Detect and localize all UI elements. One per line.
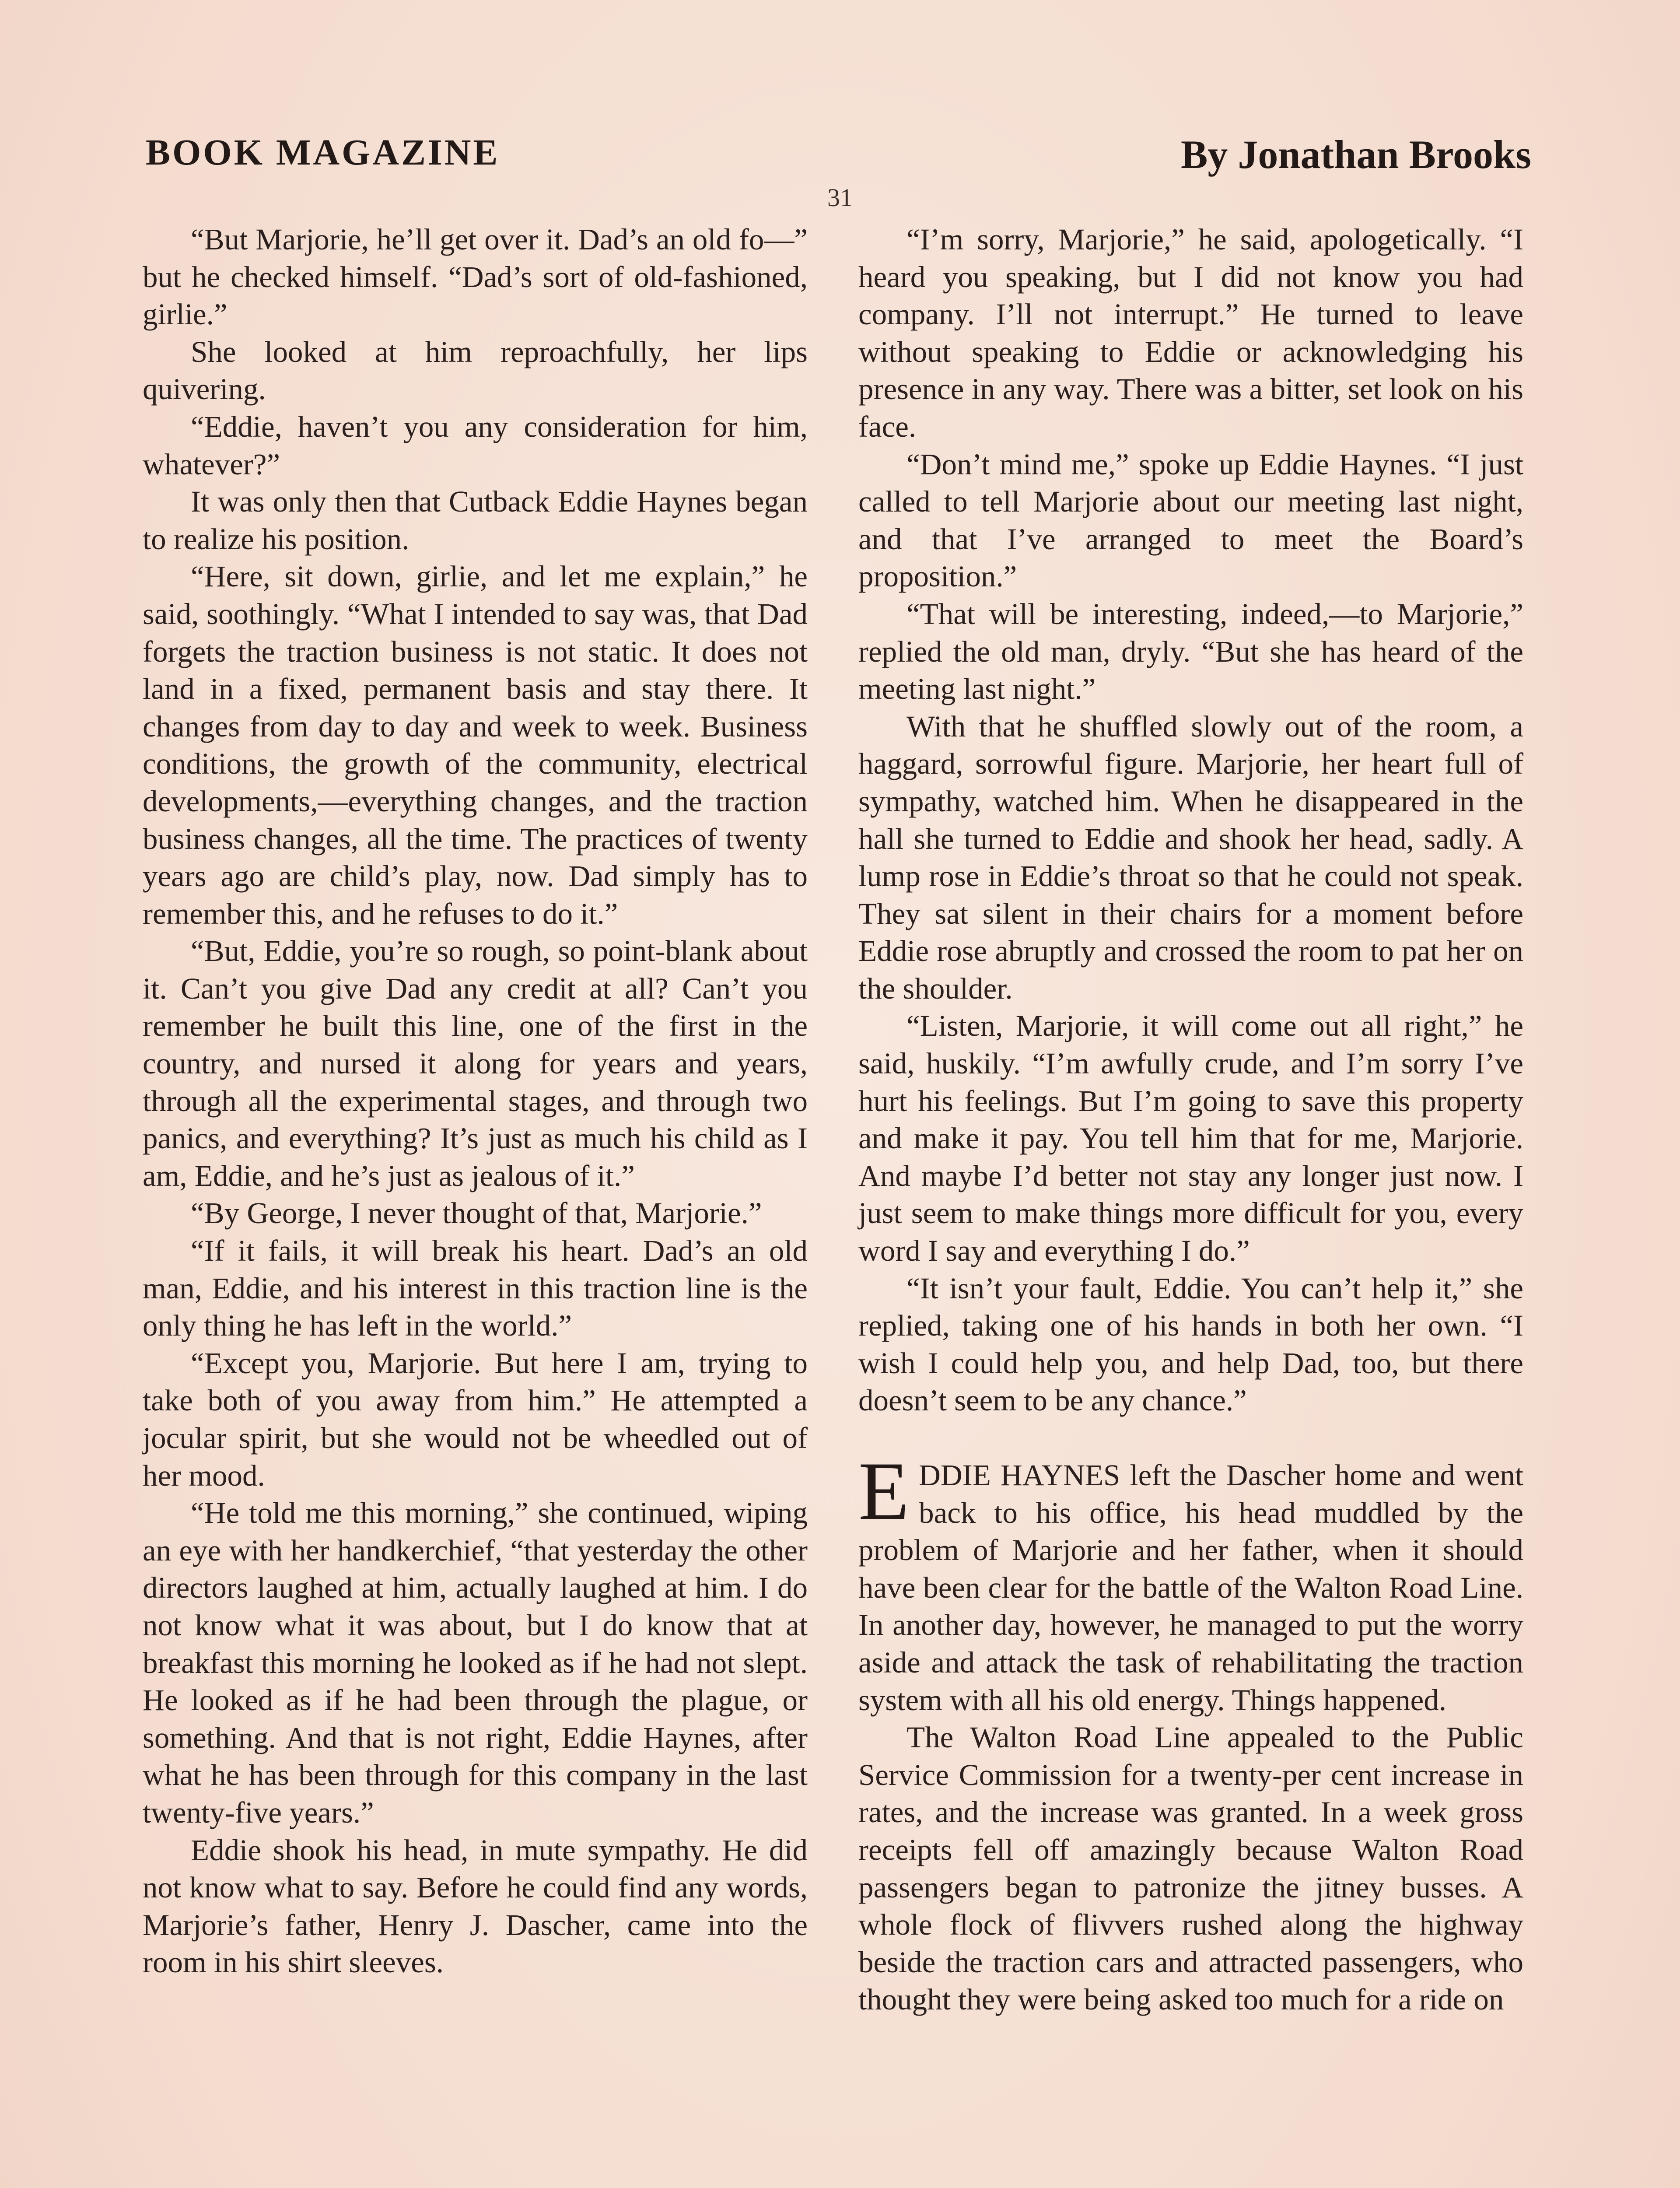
left-column (143, 221, 808, 1981)
paragraph: “Eddie, haven’t you any consideration for him, whatever?” (143, 410, 808, 481)
section-start-paragraph (858, 1445, 1523, 1719)
paragraph: “If it fails, it will break his heart. Dad’s an old man, Eddie, and his interest in this traction line is the only thing he has left in the world.” (143, 1234, 808, 1343)
paragraph: She looked at him reproachfully, her lips quivering. (143, 335, 808, 406)
paragraph: Eddie shook his head, in mute sympathy. He did not know what to say. Before he could find any words, Marjorie’s father, Henry J. Dascher, came into the room in his shirt sleeves. (143, 1833, 808, 1979)
paragraph: “He told me this morning,” she continued, wiping an eye with her handkerchief, “that yesterday the other directors laughed at him, actually laughed at him. I do not know what it was about, but I do know that at breakfast this morning he looked as if he had not slept. He looked as if he had been through the plague, or something. And that is not right, Eddie Haynes, after what he has been through for this company in the last twenty-five years.” (143, 1496, 808, 1829)
paragraph: “But, Eddie, you’re so rough, so point-blank about it. Can’t you give Dad any credit at all? Can’t you remember he built this line, one of the first in the country, and nursed it along for years and years, through all the experimental stages, and through two panics, and everything? It’s just as much his child as I am, Eddie, and he’s just as jealous of it.” (143, 934, 808, 1192)
paragraph: “By George, I never thought of that, Marjorie.” (191, 1196, 762, 1230)
paragraph: “Except you, Marjorie. But here I am, trying to take both of you away from him.” He attempted a jocular spirit, but she would not be wheedled out of her mood. (143, 1346, 808, 1492)
paragraph: “Here, sit down, girlie, and let me explain,” he said, soothingly. “What I intended to say was, that Dad forgets the traction business is not static. It does not land in a fixed, permanent basis and stay there. It changes from day to day and week to week. Business conditions, the growth of the community, electrical developments,—everything changes, and the traction business changes, all the time. The practices of twenty years ago are child’s play, now. Dad simply has to remember this, and he refuses to do it.” (143, 560, 808, 930)
paragraph: “But Marjorie, he’ll get over it. Dad’s an old fo—” but he checked himself. “Dad’s sort of old-fashioned, girlie.” (143, 223, 808, 331)
author-byline: By Jonathan Brooks (1180, 132, 1531, 177)
paragraph: It was only then that Cutback Eddie Haynes began to realize his position. (143, 485, 808, 556)
paragraph: The Walton Road Line appealed to the Public Service Commission for a twenty-per cent increase in rates, and the increase was granted. In a week gross receipts fell off amazingly because Walton Road passengers began to patronize the jitney busses. A whole flock of flivvers rushed along the highway beside the traction cars and attracted passengers, who thought they were being asked too much for a ride on (858, 1721, 1523, 2016)
magazine-title: BOOK MAGAZINE (146, 132, 500, 173)
drop-cap: E (858, 1445, 910, 1537)
right-column (858, 221, 1523, 2019)
page-number: 31 (827, 183, 853, 212)
section-start-text: DDIE HAYNES left the Dascher home and went back to his office, his head muddled by the problem of Marjorie and her father, when it should have been clear for the battle of the Walton Road Line. In another day, however, he managed to put the worry aside and attack the task of rehabilitating the traction system with all his old energy. Things happened. (858, 1459, 1523, 1717)
paragraph: “I’m sorry, Marjorie,” he said, apologetically. “I heard you speaking, but I did not know you had company. I’ll not interrupt.” He turned to leave without speaking to Eddie or acknowledging his presence in any way. There was a bitter, set look on his face. (858, 223, 1523, 443)
paragraph: “Don’t mind me,” spoke up Eddie Haynes. “I just called to tell Marjorie about our meeting last night, and that I’ve arranged to meet the Board’s proposition.” (858, 447, 1523, 593)
paragraph: “Listen, Marjorie, it will come out all right,” he said, huskily. “I’m awfully crude, and I’m sorry I’ve hurt his feelings. But I’m going to save this property and make it pay. You tell him that for me, Marjorie. And maybe I’d better not stay any longer just now. I just seem to make things more difficult for you, every word I say and everything I do.” (858, 1009, 1523, 1268)
paragraph: “It isn’t your fault, Eddie. You can’t help it,” she replied, taking one of his hands in both her own. “I wish I could help you, and help Dad, too, but there doesn’t seem to be any chance.” (858, 1271, 1523, 1417)
paragraph: With that he shuffled slowly out of the room, a haggard, sorrowful figure. Marjorie, her heart full of sympathy, watched him. When he disappeared in the hall she turned to Eddie and shook her head, sadly. A lump rose in Eddie’s throat so that he could not speak. They sat silent in their chairs for a moment before Eddie rose abruptly and crossed the room to pat her on the shoulder. (858, 709, 1523, 1005)
paragraph: “That will be interesting, indeed,—to Marjorie,” replied the old man, dryly. “But she has heard of the meeting last night.” (858, 597, 1523, 706)
